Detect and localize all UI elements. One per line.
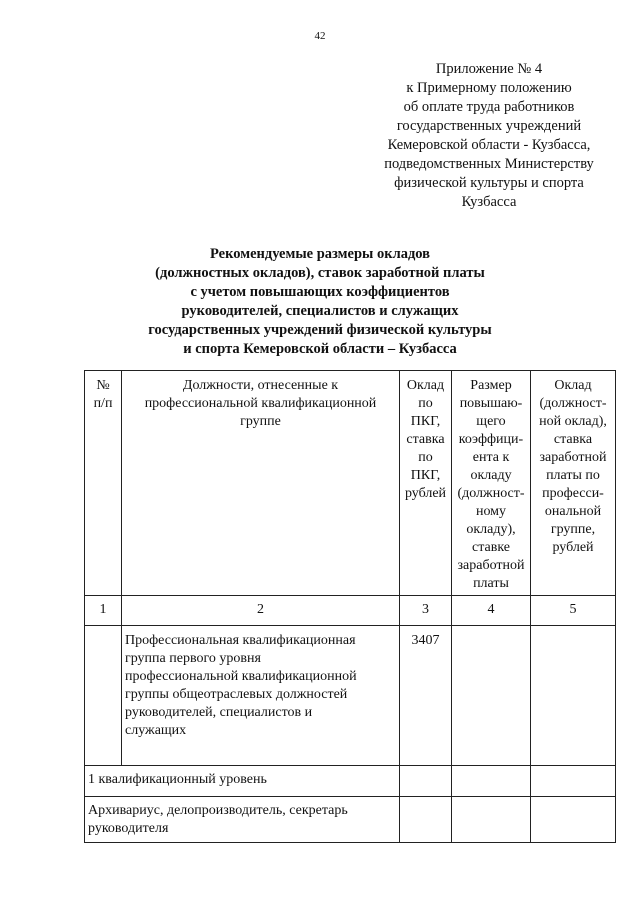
column-number: 3 [400,596,452,626]
level-total-cell [531,766,616,797]
appendix-line: Приложение № 4 [435,61,543,77]
header-position: Должности, отнесенные к профессиональной квалификационной группе [122,371,400,596]
document-title [110,245,530,359]
title-line: (должностных окладов), ставок заработной платы [155,265,485,281]
group-number-cell [85,626,122,766]
level-salary-cell [400,766,452,797]
title-line: руководителей, специалистов и служащих [181,303,459,319]
header-coefficient: Размер повышаю- щего коэффици- ента к окладу (должност- ному окладу), ставке заработной платы [452,371,531,596]
column-number-row [85,596,616,626]
table-row-group [85,626,616,766]
table-header-row [85,371,616,596]
appendix-line: подведомственных Министерству [384,156,594,172]
column-number: 1 [85,596,122,626]
appendix-line: об оплате труда работников [403,99,575,115]
level-coefficient-cell [452,766,531,797]
group-total-cell [531,626,616,766]
appendix-line: Кузбасса [461,194,517,210]
group-salary-cell: 3407 [400,626,452,766]
appendix-heading [362,60,616,212]
group-coefficient-cell [452,626,531,766]
table-row-level [85,766,616,797]
column-number: 2 [122,596,400,626]
appendix-line: Кемеровской области - Кузбасса, [387,137,591,153]
column-number: 5 [531,596,616,626]
appendix-line: государственных учреждений [396,118,582,134]
position-coefficient-cell [452,797,531,843]
title-line: государственных учреждений физической культуры [148,322,492,338]
header-base-salary: Оклад по ПКГ, ставка по ПКГ, рублей [400,371,452,596]
position-label-cell: Архивариус, делопроизводитель, секретарь руководителя [85,797,400,843]
position-salary-cell [400,797,452,843]
header-number: № п/п [85,371,122,596]
title-line: и спорта Кемеровской области – Кузбасса [183,341,457,357]
table-row-position [85,797,616,843]
page-number: 42 [314,30,326,42]
salary-table [84,370,616,843]
title-line: с учетом повышающих коэффициентов [190,284,450,300]
level-label-cell: 1 квалификационный уровень [85,766,400,797]
appendix-line: к Примерному положению [406,80,572,96]
appendix-line: физической культуры и спорта [394,175,584,191]
position-total-cell [531,797,616,843]
title-line: Рекомендуемые размеры окладов [209,246,431,262]
header-total-salary: Оклад (должност- ной оклад), ставка заработной платы по професси- ональной группе, рублей [531,371,616,596]
column-number: 4 [452,596,531,626]
group-name-cell: Профессиональная квалификационная группа первого уровня профессиональной квалификационной группы общеотраслевых должностей руководителей, специалистов и служащих [122,626,400,766]
